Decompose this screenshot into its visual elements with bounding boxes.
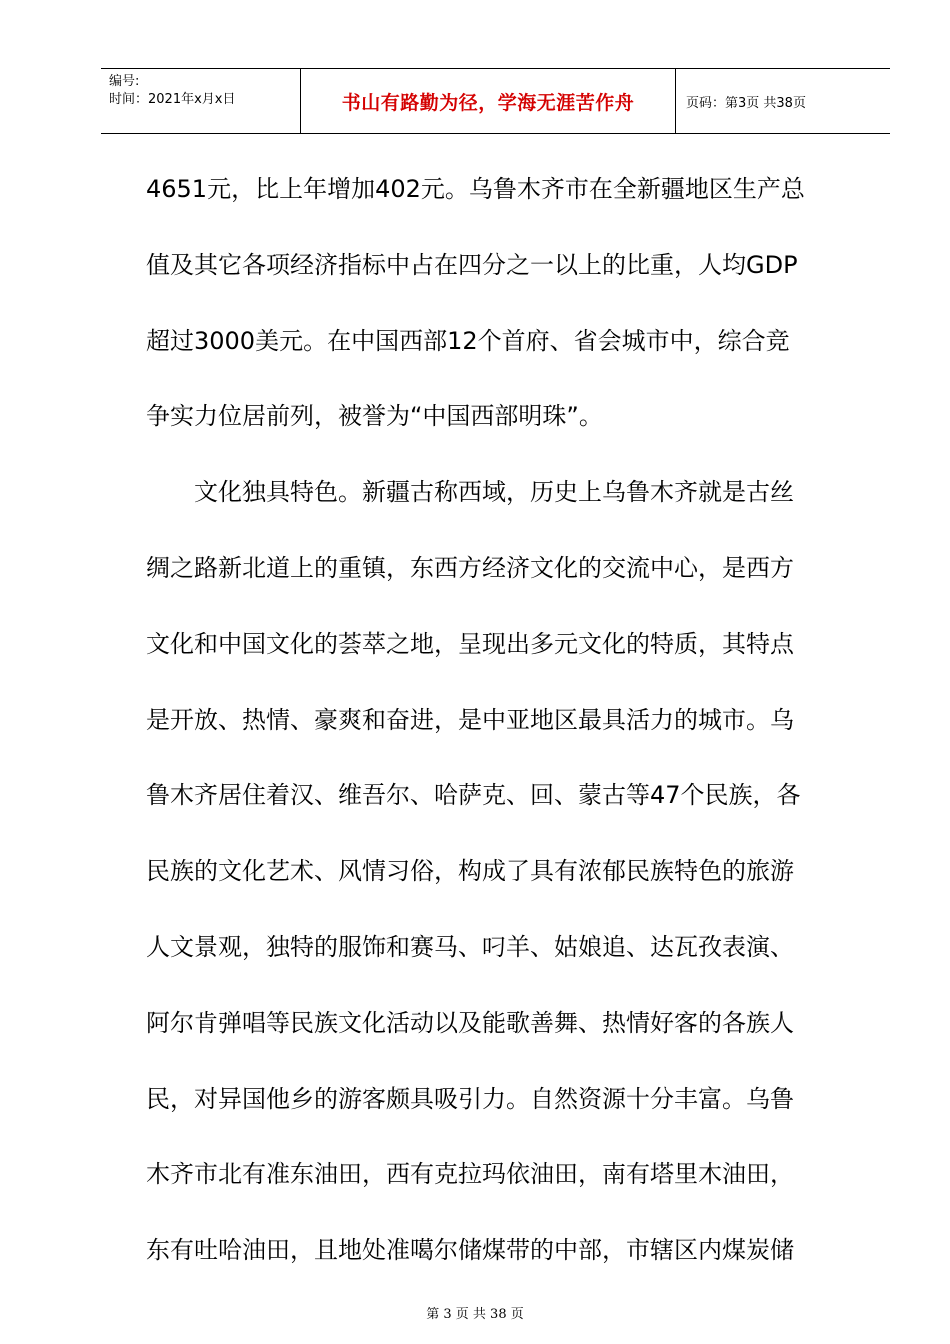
- time-label: 时间：2021年x月x日: [109, 92, 236, 107]
- motto: 书山有路勤为径，学海无涯苦作舟: [341, 91, 635, 114]
- body-line: 超过3000美元。在中国西部12个首府、省会城市中，综合竞: [146, 326, 790, 355]
- header-meta-cell: [101, 69, 301, 133]
- page-code: 页码：第3页 共38页: [686, 95, 806, 111]
- body-line: 值及其它各项经济指标中占在四分之一以上的比重，人均GDP: [146, 250, 798, 279]
- serial-label: 编号:: [109, 74, 140, 89]
- page-footer: 第 3 页 共 38 页: [426, 1307, 524, 1322]
- body-line: 鲁木齐居住着汉、维吾尔、哈萨克、回、蒙古等47个民族，各: [146, 781, 801, 810]
- body-line: 民族的文化艺术、风情习俗，构成了具有浓郁民族特色的旅游: [146, 857, 794, 886]
- body-line: 文化和中国文化的荟萃之地，呈现出多元文化的特质，其特点: [146, 629, 794, 658]
- header-motto-cell: [301, 69, 676, 133]
- header-table: [101, 68, 890, 134]
- body-line: 4651元，比上年增加402元。乌鲁木齐市在全新疆地区生产总: [146, 175, 805, 203]
- body-line: 东有吐哈油田，且地处准噶尔储煤带的中部，市辖区内煤炭储: [146, 1236, 794, 1265]
- body-line: 人文景观，独特的服饰和赛马、叼羊、姑娘追、达瓦孜表演、: [146, 932, 794, 961]
- header-page-cell: [676, 69, 890, 133]
- body-line: 阿尔肯弹唱等民族文化活动以及能歌善舞、热情好客的各族人: [146, 1008, 794, 1037]
- body-line: 民，对异国他乡的游客颇具吸引力。自然资源十分丰富。乌鲁: [146, 1084, 794, 1113]
- body-line: 是开放、热情、豪爽和奋进，是中亚地区最具活力的城市。乌: [146, 705, 794, 734]
- body-line: 文化独具特色。新疆古称西域，历史上乌鲁木齐就是古丝: [146, 478, 794, 507]
- body-line: 绸之路新北道上的重镇，东西方经济文化的交流中心，是西方: [146, 553, 794, 582]
- body-text: [146, 152, 846, 1289]
- body-line: 争实力位居前列，被誉为“中国西部明珠”。: [146, 402, 603, 431]
- body-line: 木齐市北有准东油田，西有克拉玛依油田，南有塔里木油田，: [146, 1160, 794, 1189]
